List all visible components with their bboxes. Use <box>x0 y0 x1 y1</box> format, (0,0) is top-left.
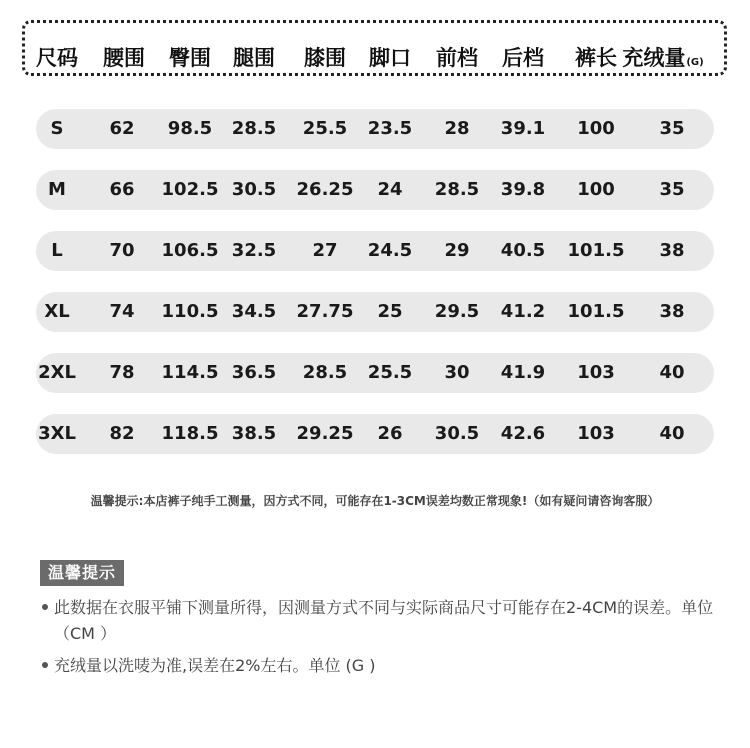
table-row <box>36 353 714 393</box>
table-cell: 26 <box>377 423 403 444</box>
table-cell: 114.5 <box>161 362 219 383</box>
table-row <box>36 170 714 210</box>
header-cell <box>575 42 617 72</box>
table-row <box>36 231 714 271</box>
header-cell <box>103 42 145 72</box>
table-cell: 27.75 <box>296 301 354 322</box>
table-row <box>36 292 714 332</box>
header-label: 后档 <box>502 46 544 70</box>
table-cell: 103 <box>577 362 615 383</box>
table-cell: 29 <box>444 240 470 261</box>
table-cell: 100 <box>577 118 615 139</box>
header-cell <box>369 42 411 72</box>
measurement-note: 温馨提示:本店裤子纯手工测量，因方式不同，可能存在1-3CM误差均数正常现象!（如有疑问请咨询客服） <box>90 494 660 508</box>
table-cell: 23.5 <box>367 118 413 139</box>
size-label: S <box>50 118 64 139</box>
table-cell: 42.6 <box>500 423 546 444</box>
table-cell: 40 <box>659 423 685 444</box>
header-unit: (G) <box>686 57 704 68</box>
table-cell: 29.25 <box>296 423 354 444</box>
bullet-dot-icon <box>42 662 48 668</box>
size-label: 2XL <box>38 362 76 383</box>
table-cell: 35 <box>659 179 685 200</box>
header-cell <box>622 42 703 72</box>
table-cell: 70 <box>109 240 135 261</box>
table-cell: 100 <box>577 179 615 200</box>
table-cell: 41.9 <box>500 362 546 383</box>
table-cell: 62 <box>109 118 135 139</box>
header-label: 腰围 <box>103 46 145 70</box>
header-cell <box>436 42 478 72</box>
table-cell: 38 <box>659 240 685 261</box>
table-cell: 118.5 <box>161 423 219 444</box>
table-cell: 101.5 <box>567 240 625 261</box>
table-cell: 32.5 <box>231 240 277 261</box>
size-label: 3XL <box>38 423 76 444</box>
table-cell: 29.5 <box>434 301 480 322</box>
table-cell: 30 <box>444 362 470 383</box>
header-label: 尺码 <box>36 46 78 70</box>
tip-item: 充绒量以洗唛为准,误差在2%左右。单位 (G ) <box>54 656 376 675</box>
table-cell: 98.5 <box>167 118 213 139</box>
table-cell: 30.5 <box>231 179 277 200</box>
table-cell: 25.5 <box>302 118 348 139</box>
table-cell: 39.8 <box>500 179 546 200</box>
table-cell: 39.1 <box>500 118 546 139</box>
table-cell: 28.5 <box>434 179 480 200</box>
size-label: L <box>51 240 63 261</box>
header-label: 充绒量 <box>622 46 686 70</box>
table-cell: 25 <box>377 301 403 322</box>
header-cell <box>304 42 346 72</box>
tip-item: 此数据在衣服平铺下测量所得，因测量方式不同与实际商品尺寸可能存在2-4CM的误差。单位（CM ） <box>54 598 714 643</box>
table-row <box>36 109 714 149</box>
header-label: 膝围 <box>304 46 346 70</box>
header-cell <box>233 42 275 72</box>
table-cell: 102.5 <box>161 179 219 200</box>
header-label: 前档 <box>436 46 478 70</box>
table-cell: 28.5 <box>231 118 277 139</box>
table-cell: 30.5 <box>434 423 480 444</box>
table-cell: 38.5 <box>231 423 277 444</box>
header-label: 腿围 <box>233 46 275 70</box>
table-cell: 25.5 <box>367 362 413 383</box>
table-row <box>36 414 714 454</box>
header-label: 臀围 <box>169 46 211 70</box>
header-label: 脚口 <box>369 46 411 70</box>
tips-title: 温馨提示 <box>40 560 124 586</box>
table-cell: 101.5 <box>567 301 625 322</box>
table-cell: 28.5 <box>302 362 348 383</box>
table-cell: 66 <box>109 179 135 200</box>
bullet-dot-icon <box>42 604 48 610</box>
table-cell: 41.2 <box>500 301 546 322</box>
table-cell: 34.5 <box>231 301 277 322</box>
table-cell: 36.5 <box>231 362 277 383</box>
table-cell: 78 <box>109 362 135 383</box>
table-cell: 38 <box>659 301 685 322</box>
table-cell: 24.5 <box>367 240 413 261</box>
table-cell: 27 <box>312 240 338 261</box>
size-label: M <box>48 179 66 200</box>
header-cell <box>502 42 544 72</box>
table-cell: 28 <box>444 118 470 139</box>
table-cell: 106.5 <box>161 240 219 261</box>
table-cell: 35 <box>659 118 685 139</box>
header-label: 裤长 <box>575 46 617 70</box>
table-cell: 26.25 <box>296 179 354 200</box>
table-cell: 103 <box>577 423 615 444</box>
table-cell: 40.5 <box>500 240 546 261</box>
table-cell: 40 <box>659 362 685 383</box>
table-cell: 24 <box>377 179 403 200</box>
table-cell: 82 <box>109 423 135 444</box>
table-cell: 74 <box>109 301 135 322</box>
header-cell <box>169 42 211 72</box>
size-label: XL <box>44 301 70 322</box>
table-cell: 110.5 <box>161 301 219 322</box>
header-cell <box>36 42 78 72</box>
